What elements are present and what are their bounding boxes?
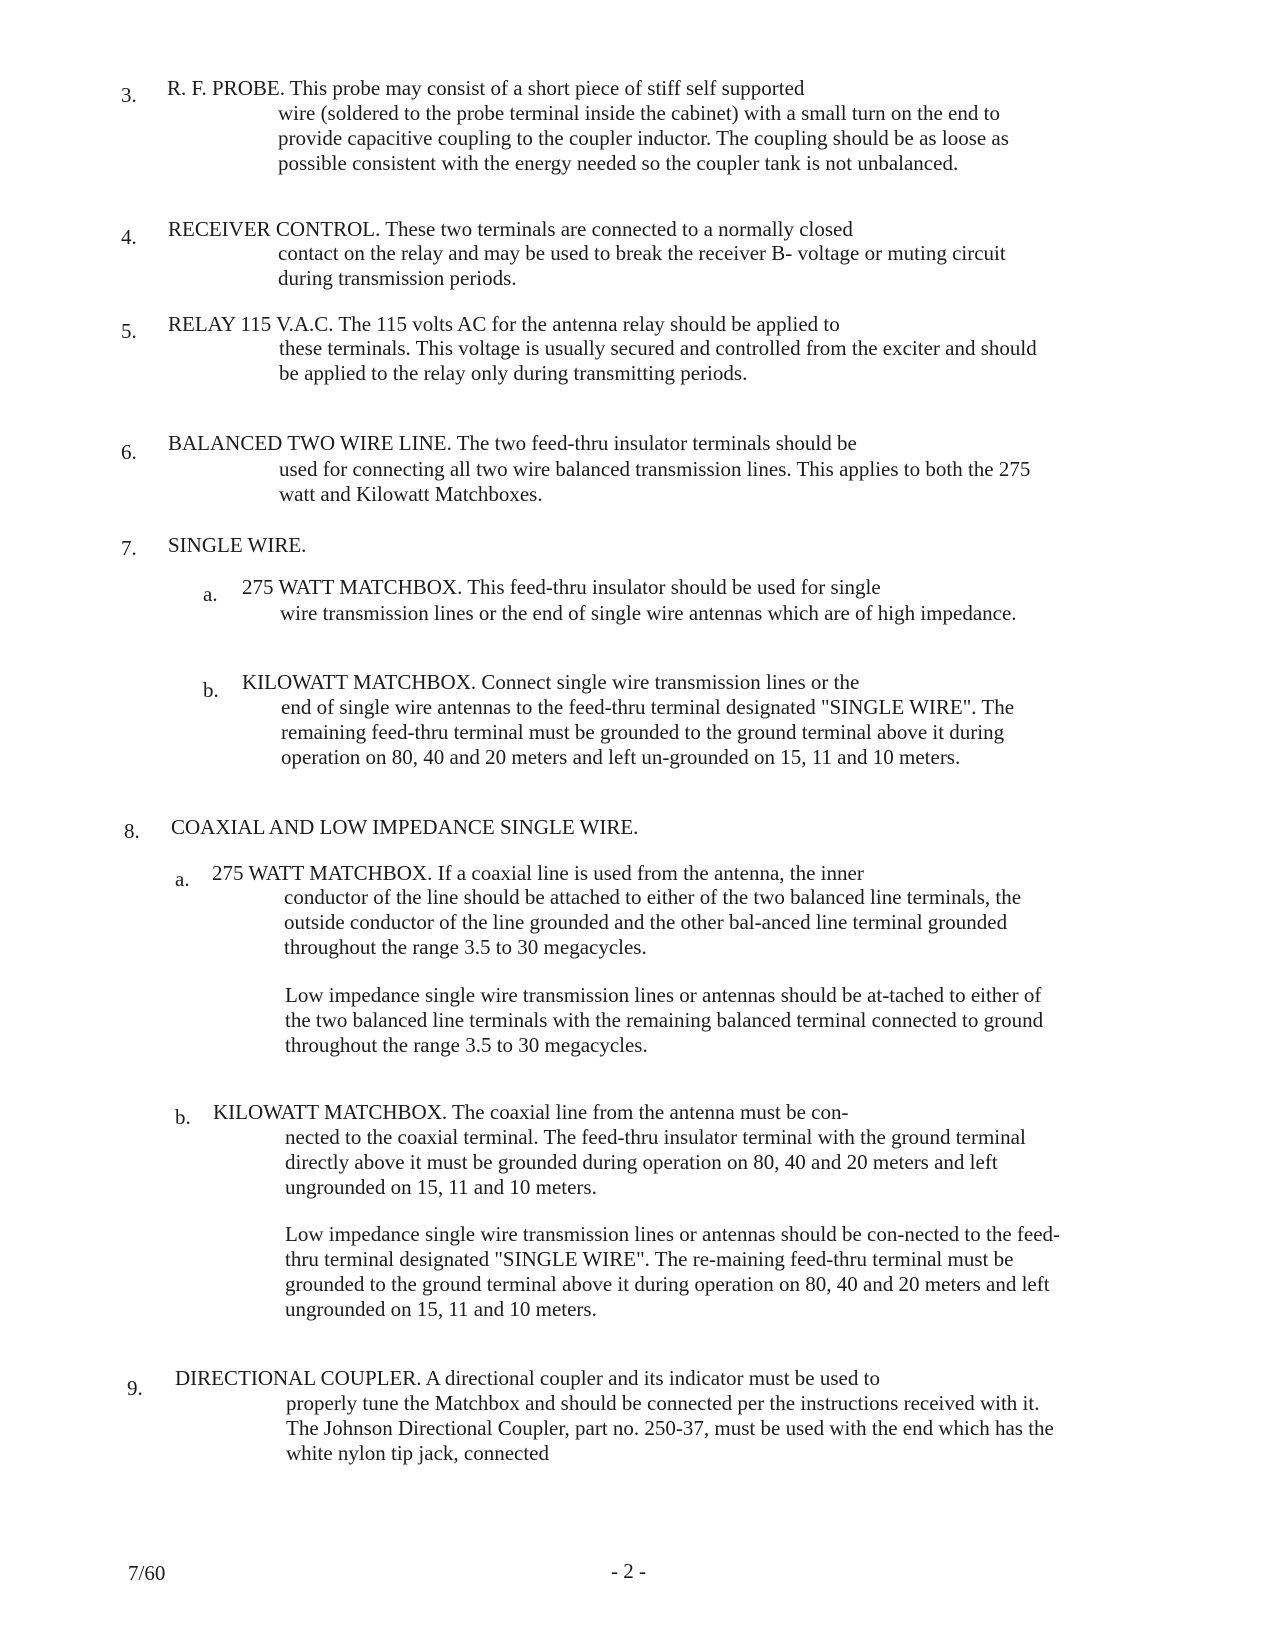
- item-body: these terminals. This voltage is usually secured and controlled from the exciter and should be applied to the relay only during transmitting periods.: [279, 336, 1037, 385]
- sub-item-body: conductor of the line should be attached to either of the two balanced line terminals, the outside conductor of the line grounded and the other bal-anced line terminal grounded throughout the range 3.5 to 30 megacycles.: [284, 885, 1022, 959]
- item-lead-line: DIRECTIONAL COUPLER. A directional coupler and its indicator must be used to: [175, 1366, 880, 1390]
- item-number: 4.: [121, 225, 137, 249]
- item-body: wire (soldered to the probe terminal inside the cabinet) with a small turn on the end to provide capacitive coupling to the coupler inductor. The coupling should be as loose as possible consistent with the energy needed so the coupler tank is not unbalanced.: [278, 101, 1009, 175]
- sub-item-lead-line: KILOWATT MATCHBOX. The coaxial line from the antenna must be con-: [213, 1100, 849, 1124]
- item-lead-line: BALANCED TWO WIRE LINE. The two feed-thru insulator terminals should be: [168, 431, 857, 455]
- item-body: contact on the relay and may be used to break the receiver B- voltage or muting circuit during transmission periods.: [278, 241, 1006, 290]
- footer-date: 7/60: [128, 1561, 166, 1585]
- page-number: - 2 -: [611, 1559, 646, 1583]
- sub-item-letter: b.: [175, 1105, 191, 1129]
- item-number: 7.: [121, 536, 137, 560]
- item-body: properly tune the Matchbox and should be connected per the instructions received with it. The Johnson Directional Coupler, part no. 250-37, must be used with the end which has the white nylon tip jack, connected: [286, 1391, 1054, 1465]
- item-number: 3.: [121, 83, 137, 107]
- sub-item-lead-line: 275 WATT MATCHBOX. This feed-thru insulator should be used for single: [242, 575, 881, 599]
- item-lead-line: RELAY 115 V.A.C. The 115 volts AC for the antenna relay should be applied to: [168, 312, 840, 336]
- sub-item-paragraph: Low impedance single wire transmission lines or antennas should be con-nected to the feed-thru terminal designated "SINGLE WIRE". The re-maining feed-thru terminal must be grounded to the ground terminal above it during operation on 80, 40 and 20 meters and left ungrounded on 15, 11 and 10 meters.: [285, 1222, 1061, 1321]
- sub-item-letter: a.: [175, 867, 190, 891]
- item-number: 5.: [121, 319, 137, 343]
- item-number: 6.: [121, 440, 137, 464]
- sub-item-letter: a.: [203, 582, 218, 606]
- item-number: 8.: [124, 819, 140, 843]
- item-body: used for connecting all two wire balanced transmission lines. This applies to both the 275 watt and Kilowatt Matchboxes.: [279, 457, 1031, 506]
- item-lead-line: R. F. PROBE. This probe may consist of a short piece of stiff self supported: [167, 76, 805, 100]
- item-number: 9.: [127, 1376, 143, 1400]
- sub-item-body: nected to the coaxial terminal. The feed-thru insulator terminal with the ground terminal directly above it must be grounded during operation on 80, 40 and 20 meters and left ungrounded on 15, 11 and 10 meters.: [285, 1125, 1026, 1199]
- sub-item-body: wire transmission lines or the end of single wire antennas which are of high impedance.: [280, 601, 1017, 625]
- item-heading: COAXIAL AND LOW IMPEDANCE SINGLE WIRE.: [171, 815, 639, 839]
- item-heading: SINGLE WIRE.: [168, 533, 307, 557]
- sub-item-lead-line: 275 WATT MATCHBOX. If a coaxial line is used from the antenna, the inner: [212, 861, 864, 885]
- sub-item-lead-line: KILOWATT MATCHBOX. Connect single wire transmission lines or the: [242, 670, 860, 694]
- sub-item-paragraph: Low impedance single wire transmission lines or antennas should be at-tached to either of the two balanced line terminals with the remaining balanced terminal connected to ground throughout the range 3.5 to 30 megacycles.: [285, 983, 1044, 1057]
- sub-item-body: end of single wire antennas to the feed-thru terminal designated "SINGLE WIRE". The remaining feed-thru terminal must be grounded to the ground terminal above it during operation on 80, 40 and 20 meters and left un-grounded on 15, 11 and 10 meters.: [281, 695, 1015, 769]
- sub-item-letter: b.: [203, 678, 219, 702]
- item-lead-line: RECEIVER CONTROL. These two terminals are connected to a normally closed: [168, 217, 853, 241]
